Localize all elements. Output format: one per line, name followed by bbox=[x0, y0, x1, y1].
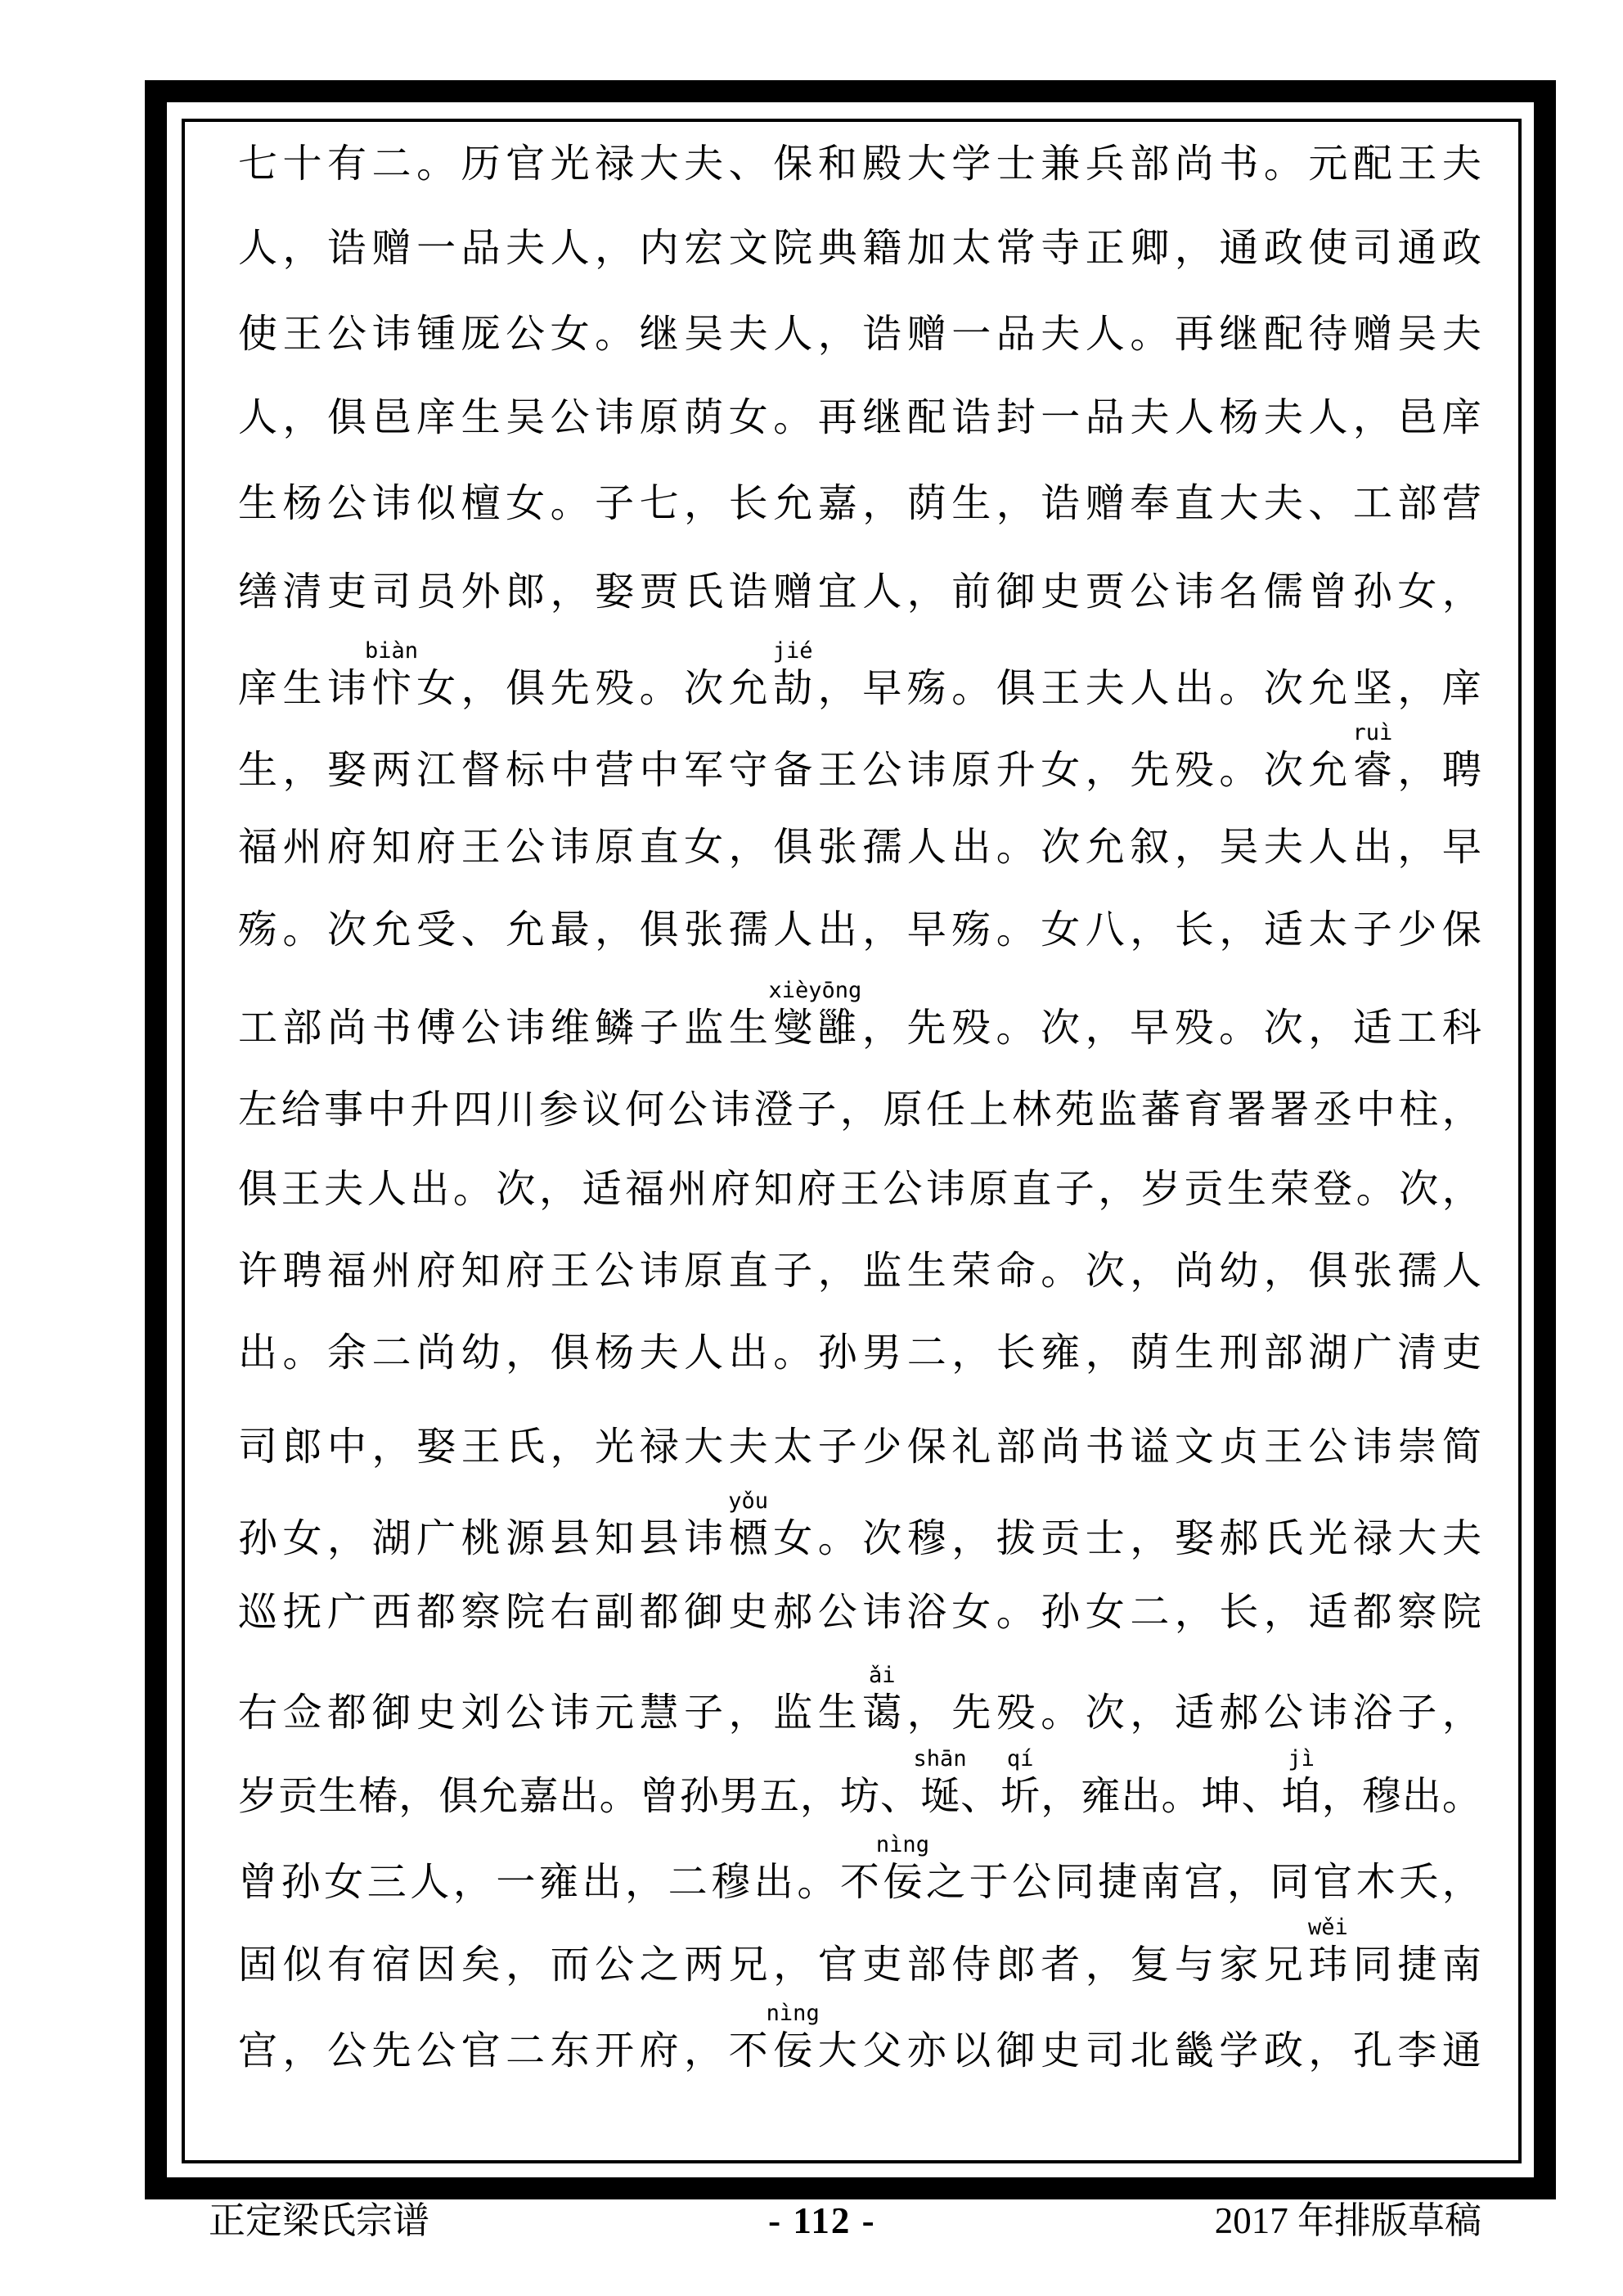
footer bbox=[209, 2201, 1481, 2242]
text-line: 孙 女 ， 湖 广 桃 源 县 知 县 讳 槱 yǒu 女 。 次 穆 ， 拔 贡 士 ， 娶 郝 氏 光 禄 大 夫 bbox=[238, 1488, 1481, 1560]
text-line: 司 郎 中 ， 娶 王 氏 ， 光 禄 大 夫 太 子 少 保 礼 部 尚 书 谥 文 贞 王 公 讳 崇 简 bbox=[238, 1425, 1481, 1469]
text-line: 出 。 余 二 尚 幼 ， 俱 杨 夫 人 出 。 孙 男 二 ， 长 雍 ， 荫 生 刑 部 湖 广 清 吏 bbox=[238, 1331, 1481, 1375]
ruby-base: 忭 biàn bbox=[365, 638, 419, 710]
ruby-base: 佞 nìng bbox=[766, 2001, 820, 2073]
pinyin-annotation: ruì bbox=[1352, 720, 1393, 746]
footer-book-title: 正定梁氏宗谱 bbox=[209, 2200, 430, 2241]
text-line: 使 王 公 讳 锺 厐 公 女 。 继 吴 夫 人 ， 诰 赠 一 品 夫 人 。 再 继 配 待 赠 吴 夫 bbox=[238, 313, 1481, 356]
text-line: 宫 ， 公 先 公 官 二 东 开 府 ， 不 佞 nìng 大 父 亦 以 御 史 司 北 畿 学 政 ， 孔 李 通 bbox=[238, 2001, 1481, 2073]
text-line: 福 州 府 知 府 王 公 讳 原 直 女 ， 俱 张 孺 人 出 。 次 允 叙 ， 吴 夫 人 出 ， 早 bbox=[238, 826, 1481, 869]
text-line: 人 ， 诰 赠 一 品 夫 人 ， 内 宏 文 院 典 籍 加 太 常 寺 正 卿 ， 通 政 使 司 通 政 bbox=[238, 227, 1481, 270]
text-line: 生 ， 娶 两 江 督 标 中 营 中 军 守 备 王 公 讳 原 升 女 ， 先 殁 。 次 允 睿 ruì ， 聘 bbox=[238, 720, 1481, 792]
text-line: 巡 抚 广 西 都 察 院 右 副 都 御 史 郝 公 讳 浴 女 。 孙 女 二 ， 长 ， 适 都 察 院 bbox=[238, 1591, 1481, 1634]
pinyin-annotation: shān bbox=[913, 1746, 967, 1772]
text-line: 曾 孙 女 三 人 ， 一 雍 出 ， 二 穆 出 。 不 佞 nìng 之 于 公 同 捷 南 宫 ， 同 官 木 夭 ， bbox=[238, 1832, 1481, 1904]
text-border-frame bbox=[182, 119, 1522, 2163]
pinyin-annotation: wěi bbox=[1307, 1915, 1348, 1941]
pinyin-annotation: nìng bbox=[766, 2001, 820, 2027]
ruby-base: 槱 yǒu bbox=[728, 1488, 769, 1560]
text-line: 人 ， 俱 邑 庠 生 吴 公 讳 原 荫 女 。 再 继 配 诰 封 一 品 夫 人 杨 夫 人 ， 邑 庠 bbox=[238, 396, 1481, 439]
pinyin-annotation: yǒu bbox=[728, 1488, 769, 1515]
ruby-base: 蔼 ǎi bbox=[862, 1663, 902, 1735]
ruby-base: 佞 nìng bbox=[875, 1832, 929, 1904]
text-line: 左 给 事 中 升 四 川 参 议 何 公 讳 澄 子 ， 原 任 上 林 苑 监 蕃 育 署 署 丞 中 柱 ， bbox=[238, 1088, 1481, 1132]
ruby-base: 圻 qí bbox=[1000, 1746, 1041, 1818]
pinyin-annotation: qí bbox=[1006, 1746, 1034, 1772]
pinyin-annotation: ǎi bbox=[868, 1663, 896, 1689]
text-line: 固 似 有 宿 因 矣 ， 而 公 之 两 兄 ， 官 吏 部 侍 郎 者 ， 复 与 家 兄 玮 wěi 同 捷 南 bbox=[238, 1915, 1481, 1987]
text-line: 岁 贡 生 椿 ， 俱 允 嘉 出 。 曾 孙 男 五 ， 坊 、 埏 shān 、 圻 qí ， 雍 出 。 坤 、 垍 jì ， 穆 出 。 bbox=[238, 1746, 1481, 1818]
text-line: 缮 清 吏 司 员 外 郎 ， 娶 贾 氏 诰 赠 宜 人 ， 前 御 史 贾 公 讳 名 儒 曾 孙 女 ， bbox=[238, 570, 1481, 614]
text-block bbox=[185, 122, 1518, 2160]
pinyin-annotation: nìng bbox=[875, 1832, 929, 1858]
footer-draft-note: 2017 年排版草稿 bbox=[1214, 2200, 1481, 2241]
text-line: 殇 。 次 允 受 、 允 最 ， 俱 张 孺 人 出 ， 早 殇 。 女 八 ， 长 ， 适 太 子 少 保 bbox=[238, 908, 1481, 952]
pinyin-annotation: jié bbox=[772, 638, 813, 664]
footer-page-number: - 112 - bbox=[768, 2200, 876, 2241]
ruby-base: 睿 ruì bbox=[1352, 720, 1393, 792]
text-line: 生 杨 公 讳 似 檀 女 。 子 七 ， 长 允 嘉 ， 荫 生 ， 诰 赠 奉 直 大 夫 、 工 部 营 bbox=[238, 482, 1481, 525]
text-line: 工 部 尚 书 傅 公 讳 维 鳞 子 监 生 燮 雝 xièyōng ， 先 殁 。 次 ， 早 殁 。 次 ， 适 工 科 bbox=[238, 978, 1481, 1050]
text-line: 俱 王 夫 人 出 。 次 ， 适 福 州 府 知 府 王 公 讳 原 直 子 ， 岁 贡 生 荣 登 。 次 ， bbox=[238, 1168, 1481, 1211]
text-line: 许 聘 福 州 府 知 府 王 公 讳 原 直 子 ， 监 生 荣 命 。 次 ， 尚 幼 ， 俱 张 孺 人 bbox=[238, 1249, 1481, 1293]
ruby-base: 燮 雝 xièyōng bbox=[768, 978, 862, 1050]
text-line: 庠 生 讳 忭 biàn 女 ， 俱 先 殁 。 次 允 劼 jié ， 早 殇 。 俱 王 夫 人 出 。 次 允 坚 ， 庠 bbox=[238, 638, 1481, 710]
ruby-base: 垍 jì bbox=[1281, 1746, 1321, 1818]
pinyin-annotation: jì bbox=[1288, 1746, 1315, 1772]
pinyin-annotation: xièyōng bbox=[768, 978, 862, 1004]
ruby-base: 埏 shān bbox=[913, 1746, 967, 1818]
ruby-base: 玮 wěi bbox=[1307, 1915, 1348, 1987]
text-line: 右 佥 都 御 史 刘 公 讳 元 慧 子 ， 监 生 蔼 ǎi ， 先 殁 。 次 ， 适 郝 公 讳 浴 子 ， bbox=[238, 1663, 1481, 1735]
text-line: 七 十 有 二 。 历 官 光 禄 大 夫 、 保 和 殿 大 学 士 兼 兵 部 尚 书 。 元 配 王 夫 bbox=[238, 142, 1481, 186]
ruby-base: 劼 jié bbox=[772, 638, 813, 710]
pinyin-annotation: biàn bbox=[365, 638, 419, 664]
